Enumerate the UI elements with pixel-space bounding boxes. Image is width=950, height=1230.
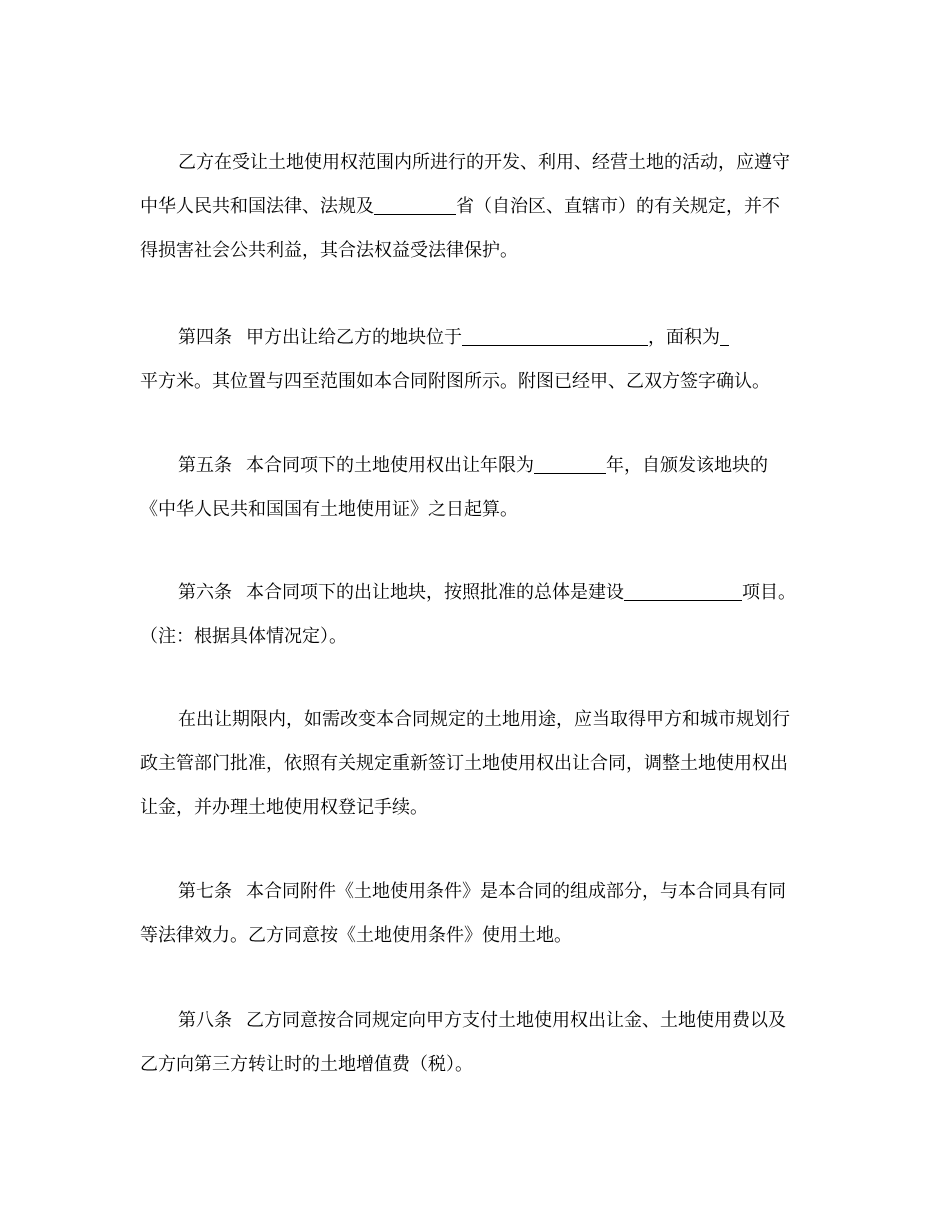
line-text: 本合同项下的土地使用权出让年限为: [246, 455, 534, 476]
article-label: 第六条: [178, 582, 232, 603]
text-line: [140, 870, 830, 914]
article-label: 第四条: [178, 327, 232, 348]
text-line: [140, 615, 830, 659]
text-line: [140, 444, 830, 488]
project-blank[interactable]: [624, 580, 742, 601]
text-line: [140, 316, 830, 360]
line-text: 得损害社会公共利益，其合法权益受法律保护。: [140, 240, 518, 261]
line-text: 乙方向第三方转让时的土地增值费（税）。: [140, 1054, 473, 1075]
line-text: 本合同附件《土地使用条件》是本合同的组成部分，与本合同具有同: [246, 881, 786, 902]
article-7: [140, 870, 830, 958]
article-6: [140, 571, 830, 659]
text-line: [140, 185, 830, 229]
line-text: 项目。: [742, 582, 796, 603]
text-line: [140, 360, 830, 404]
line-text: 《中华人民共和国国有土地使用证》之日起算。: [140, 499, 518, 520]
text-line: [140, 742, 830, 786]
text-line: [140, 786, 830, 830]
line-text: 甲方出让给乙方的地块位于: [246, 327, 462, 348]
article-label: 第八条: [178, 1010, 232, 1031]
text-line: [140, 141, 830, 185]
article-8: [140, 999, 830, 1087]
line-text: 本合同项下的出让地块，按照批准的总体是建设: [246, 582, 624, 603]
text-line: [140, 999, 830, 1043]
text-line: [140, 698, 830, 742]
article-label: 第七条: [178, 881, 232, 902]
article-label: 第五条: [178, 455, 232, 476]
province-blank[interactable]: [374, 194, 456, 215]
line-text: 乙方同意按合同规定向甲方支付土地使用权出让金、土地使用费以及: [246, 1010, 786, 1031]
line-text: 省（自治区、直辖市）的有关规定，并不: [456, 196, 780, 217]
line-text: 中华人民共和国法律、法规及: [140, 196, 374, 217]
line-text: 让金，并办理土地使用权登记手续。: [140, 797, 428, 818]
line-text: ，面积为: [648, 327, 720, 348]
article-5: [140, 444, 830, 532]
text-line: [140, 914, 830, 958]
paragraph-use-change: [140, 698, 830, 830]
line-text: 等法律效力。乙方同意按《土地使用条件》使用土地。: [140, 925, 572, 946]
line-text: 在出让期限内，如需改变本合同规定的土地用途，应当取得甲方和城市规划行: [178, 709, 790, 730]
line-text: 平方米。其位置与四至范围如本合同附图所示。附图已经甲、乙双方签字确认。: [140, 371, 770, 392]
paragraph-use-rules: [140, 141, 830, 273]
text-line: [140, 571, 830, 615]
article-4: [140, 316, 830, 404]
location-blank[interactable]: [462, 325, 648, 346]
term-years-blank[interactable]: [534, 453, 606, 474]
line-text: 乙方在受让土地使用权范围内所进行的开发、利用、经营土地的活动，应遵守: [178, 152, 790, 173]
text-line: [140, 1043, 830, 1087]
text-line: [140, 488, 830, 532]
line-text: 政主管部门批准，依照有关规定重新签订土地使用权出让合同，调整土地使用权出: [140, 753, 788, 774]
text-line: [140, 229, 830, 273]
line-text: （注：根据具体情况定）。: [140, 626, 347, 647]
area-blank[interactable]: [720, 325, 729, 346]
line-text: 年，自颁发该地块的: [606, 455, 768, 476]
